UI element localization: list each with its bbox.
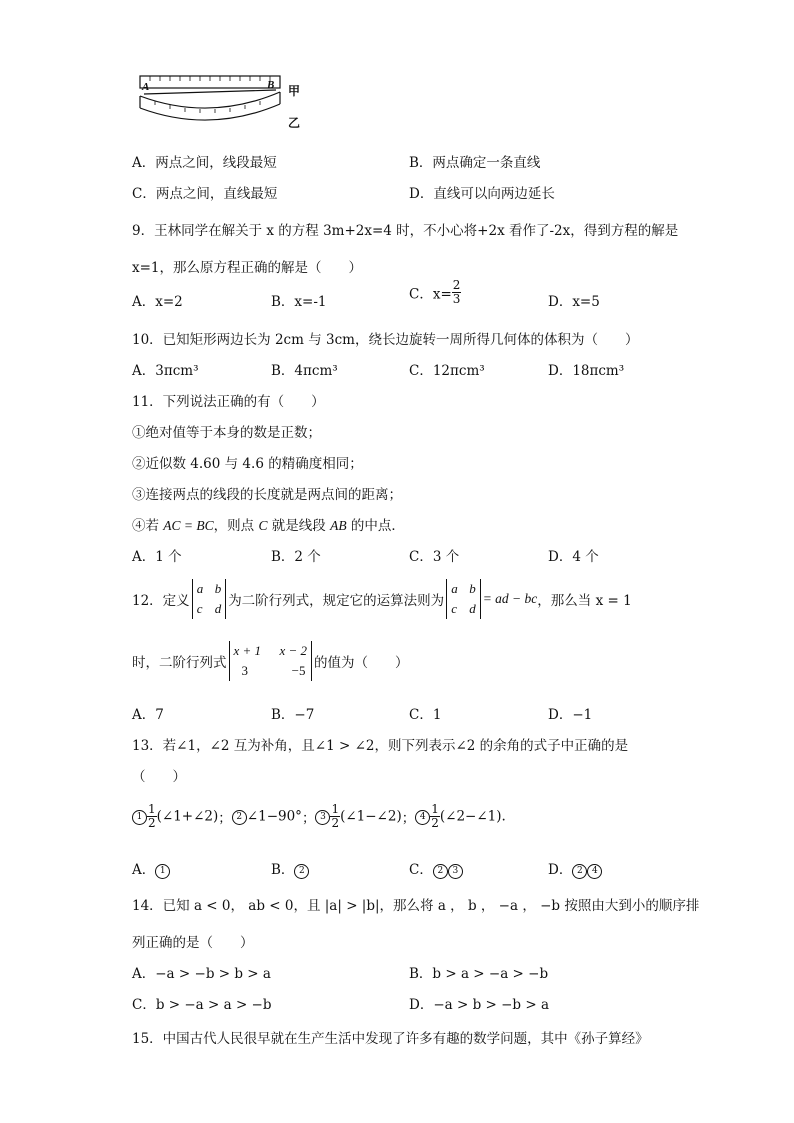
q11-option-d[interactable]: D．4 个: [548, 549, 599, 565]
q12-prefix: 12．定义: [132, 593, 190, 609]
q10-option-a[interactable]: A．3πcm³: [132, 363, 199, 379]
fraction-numerator: 1: [431, 802, 439, 816]
determinant-evaluate: [229, 641, 313, 681]
q13-option-b[interactable]: [271, 858, 309, 879]
q11-option-c[interactable]: C．3 个: [409, 549, 460, 565]
det-d: d: [214, 601, 222, 616]
fraction-half: [330, 803, 340, 830]
determinant-rule: [446, 579, 481, 619]
det-d: d: [469, 601, 476, 616]
q12-line1: [132, 579, 632, 619]
q13-stem-line2: （ ）: [132, 769, 186, 785]
q11-s4-text: ，则点: [213, 518, 259, 534]
q11-s4-equation: AC = BC: [163, 518, 214, 533]
det-a: a: [196, 581, 204, 596]
option-letter: B．: [271, 862, 295, 878]
q12-option-b[interactable]: B．−7: [271, 707, 315, 723]
expr-1: (∠1+∠2): [156, 808, 219, 825]
q14-option-b[interactable]: B．b > a > −a > −b: [409, 966, 549, 982]
q14-option-d[interactable]: D．−a > b > −b > a: [409, 997, 550, 1013]
option-letter: D．: [548, 862, 573, 878]
fraction-denominator: 3: [452, 292, 461, 306]
circled-number-3: 3: [448, 864, 463, 879]
fraction-numerator: 1: [148, 802, 156, 816]
q12-line2-prefix: 时，二阶行列式: [132, 655, 227, 671]
circled-number-1: 1: [155, 864, 170, 879]
circled-number-2: 2: [572, 864, 587, 879]
q11-stem: 11．下列说法正确的有（ ）: [132, 394, 325, 410]
q8-option-d[interactable]: D．直线可以向两边延长: [409, 186, 555, 202]
q13-option-c[interactable]: [409, 858, 463, 879]
q12-tail: ，那么当 x = 1: [537, 593, 632, 609]
circled-number-3: 3: [315, 810, 330, 825]
determinant-definition: [192, 579, 227, 619]
separator: ；: [401, 810, 416, 827]
circled-number-4: 4: [415, 810, 430, 825]
q14-stem-line2: 列正确的是（ ）: [132, 935, 254, 951]
q13-option-d[interactable]: [548, 858, 602, 879]
q10-option-d[interactable]: D．18πcm³: [548, 363, 625, 379]
q13-expressions: [132, 803, 506, 830]
q13-option-a[interactable]: [132, 858, 170, 879]
q14-option-a[interactable]: A．−a > −b > b > a: [132, 966, 271, 982]
q8-option-a[interactable]: A．两点之间，线段最短: [132, 155, 277, 171]
q9-option-a[interactable]: A．x=2: [132, 294, 183, 310]
q11-option-a[interactable]: A．1 个: [132, 549, 182, 565]
q12-option-d[interactable]: D．−1: [548, 707, 593, 723]
ruler-diagram: [130, 70, 310, 138]
q11-s4-text: 的中点．: [346, 518, 405, 534]
fraction-numerator: 2: [452, 278, 461, 292]
det-m21: 3: [241, 663, 248, 678]
q12-rule: = ad − bc: [482, 591, 538, 606]
point-a-label: A: [142, 81, 150, 93]
q12-mid-text: 为二阶行列式，规定它的运算法则为: [228, 593, 445, 609]
q12-option-c[interactable]: C．1: [409, 707, 442, 723]
circled-number-2: 2: [433, 864, 448, 879]
q15-stem-line1: 15．中国古代人民很早就在生产生活中发现了许多有趣的数学问题，其中《孙子算经》: [132, 1031, 649, 1047]
q9-stem-line1: 9．王林同学在解关于 x 的方程 3m+2x=4 时，不小心将+2x 看作了-2x，得到方程的解是: [132, 223, 679, 239]
q9-option-d[interactable]: D．x=5: [548, 294, 600, 310]
q11-s4-text: ④若: [132, 518, 164, 534]
separator: ；: [301, 810, 316, 827]
fraction-numerator: 1: [331, 802, 340, 816]
det-b: b: [469, 581, 476, 596]
fraction-half: [147, 803, 157, 830]
circled-number-1: 1: [132, 810, 147, 825]
circled-number-2: 2: [294, 864, 309, 879]
q9-option-c-fraction: [452, 279, 462, 306]
option-letter: A．: [132, 862, 156, 878]
q11-statement-4: [132, 514, 405, 534]
circled-number-2: 2: [232, 810, 247, 825]
q10-option-c[interactable]: C．12πcm³: [409, 363, 485, 379]
ruler-jia-label: 甲: [288, 84, 301, 98]
fraction-denominator: 2: [331, 816, 340, 830]
q10-option-b[interactable]: B．4πcm³: [271, 363, 338, 379]
det-c: c: [196, 601, 203, 616]
q13-stem-line1: 13．若∠1，∠2 互为补角，且∠1 > ∠2，则下列表示∠2 的余角的式子中正确的是: [132, 738, 629, 754]
fraction-half: [430, 803, 440, 830]
q8-option-c[interactable]: C．两点之间，直线最短: [132, 186, 278, 202]
det-b: b: [214, 581, 222, 596]
expr-4: (∠2−∠1).: [439, 808, 506, 825]
ruler-figure: [130, 70, 310, 138]
q11-statement-3: ③连接两点的线段的长度就是两点间的距离；: [132, 487, 402, 503]
expr-2: ∠1−90°: [246, 808, 302, 825]
fraction-denominator: 2: [431, 816, 439, 830]
q11-statement-1: ①绝对值等于本身的数是正数；: [132, 425, 321, 441]
q14-stem-line1: 14．已知 a < 0， ab < 0，且 |a| > |b|，那么将 a ， b ， −a ， −b 按照由大到小的顺序排: [132, 898, 700, 914]
q9-option-c-prefix: C．x=: [409, 286, 452, 303]
separator: ；: [218, 810, 232, 827]
q9-option-c[interactable]: [409, 279, 461, 306]
q8-option-b[interactable]: B．两点确定一条直线: [409, 155, 541, 171]
circled-number-4: 4: [587, 864, 602, 879]
det-m12: x − 2: [279, 643, 308, 658]
det-m22: −5: [291, 663, 306, 678]
ruler-yi-label: 乙: [288, 116, 301, 130]
q11-s4-point: C: [258, 518, 268, 533]
option-letter: C．: [409, 862, 433, 878]
det-a: a: [451, 581, 458, 596]
expr-3: (∠1−∠2): [340, 808, 402, 825]
q9-stem-line2: x=1，那么原方程正确的解是（ ）: [132, 260, 363, 276]
q12-line2: [132, 641, 409, 681]
q11-s4-text: 就是线段: [267, 518, 331, 534]
q12-option-a[interactable]: A．7: [132, 707, 164, 723]
q12-line2-tail: 的值为（ ）: [314, 655, 409, 671]
q11-s4-segment: AB: [330, 518, 347, 533]
det-c: c: [451, 601, 457, 616]
q11-option-b[interactable]: B．2 个: [271, 549, 321, 565]
det-m11: x + 1: [233, 643, 262, 658]
q10-stem: 10．已知矩形两边长为 2cm 与 3cm，绕长边旋转一周所得几何体的体积为（ ）: [132, 332, 639, 348]
fraction-denominator: 2: [148, 816, 156, 830]
point-b-label: B: [267, 79, 275, 91]
q9-option-b[interactable]: B．x=-1: [271, 294, 327, 310]
q14-option-c[interactable]: C．b > −a > a > −b: [132, 997, 272, 1013]
q11-statement-2: ②近似数 4.60 与 4.6 的精确度相同；: [132, 456, 363, 472]
